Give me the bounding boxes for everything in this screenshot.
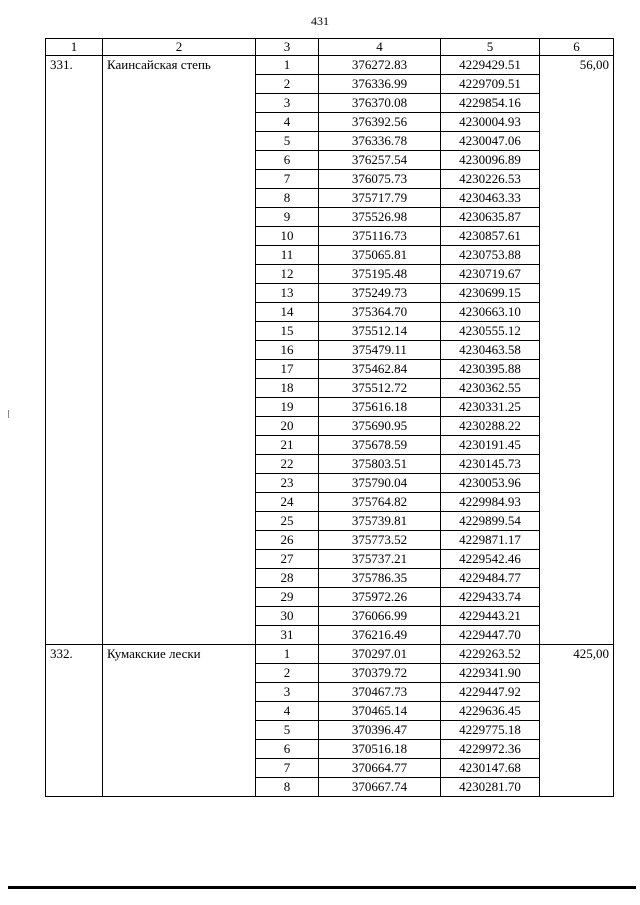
coord-x: 370465.14 [319, 702, 441, 721]
coord-y: 4229443.21 [441, 607, 540, 626]
coord-x: 375065.81 [319, 246, 441, 265]
header-cell-6: 6 [540, 39, 614, 56]
coord-x: 376075.73 [319, 170, 441, 189]
margin-mark [8, 410, 9, 418]
coord-y: 4229447.92 [441, 683, 540, 702]
coord-y: 4229447.70 [441, 626, 540, 645]
point-number: 1 [256, 645, 319, 664]
coord-y: 4230288.22 [441, 417, 540, 436]
point-number: 23 [256, 474, 319, 493]
point-number: 13 [256, 284, 319, 303]
point-number: 3 [256, 683, 319, 702]
point-number: 26 [256, 531, 319, 550]
coord-x: 375678.59 [319, 436, 441, 455]
point-number: 18 [256, 379, 319, 398]
point-number: 5 [256, 132, 319, 151]
section-area: 425,00 [540, 645, 614, 797]
coord-x: 375526.98 [319, 208, 441, 227]
coord-y: 4230719.67 [441, 265, 540, 284]
coord-y: 4230663.10 [441, 303, 540, 322]
point-number: 4 [256, 113, 319, 132]
point-number: 9 [256, 208, 319, 227]
point-number: 14 [256, 303, 319, 322]
coord-x: 375764.82 [319, 493, 441, 512]
coord-y: 4230147.68 [441, 759, 540, 778]
coord-y: 4230191.45 [441, 436, 540, 455]
page-number: 431 [311, 14, 329, 28]
point-number: 15 [256, 322, 319, 341]
header-row [46, 39, 614, 56]
coord-y: 4230753.88 [441, 246, 540, 265]
coord-x: 376272.83 [319, 56, 441, 75]
coord-x: 375116.73 [319, 227, 441, 246]
coord-x: 370396.47 [319, 721, 441, 740]
coord-x: 375972.26 [319, 588, 441, 607]
coord-x: 376066.99 [319, 607, 441, 626]
coord-y: 4229263.52 [441, 645, 540, 664]
coord-x: 376370.08 [319, 94, 441, 113]
coord-y: 4230226.53 [441, 170, 540, 189]
coord-x: 375249.73 [319, 284, 441, 303]
coord-y: 4230053.96 [441, 474, 540, 493]
point-number: 12 [256, 265, 319, 284]
header-cell-4: 4 [319, 39, 441, 56]
coord-y: 4229984.93 [441, 493, 540, 512]
point-number: 17 [256, 360, 319, 379]
point-number: 19 [256, 398, 319, 417]
section-number: 332. [46, 645, 103, 797]
coord-x: 375717.79 [319, 189, 441, 208]
point-number: 5 [256, 721, 319, 740]
coord-x: 376257.54 [319, 151, 441, 170]
coord-x: 370379.72 [319, 664, 441, 683]
point-number: 20 [256, 417, 319, 436]
point-number: 2 [256, 75, 319, 94]
coord-y: 4230463.33 [441, 189, 540, 208]
coord-x: 376336.78 [319, 132, 441, 151]
point-number: 27 [256, 550, 319, 569]
coord-x: 375803.51 [319, 455, 441, 474]
point-number: 2 [256, 664, 319, 683]
coord-y: 4230635.87 [441, 208, 540, 227]
coord-x: 375786.35 [319, 569, 441, 588]
coord-x: 375462.84 [319, 360, 441, 379]
coord-y: 4229636.45 [441, 702, 540, 721]
coord-y: 4230047.06 [441, 132, 540, 151]
coordinates-table [45, 38, 614, 797]
point-number: 1 [256, 56, 319, 75]
coord-x: 376336.99 [319, 75, 441, 94]
coord-x: 375512.14 [319, 322, 441, 341]
coord-y: 4229484.77 [441, 569, 540, 588]
point-number: 3 [256, 94, 319, 113]
coord-x: 376392.56 [319, 113, 441, 132]
point-number: 8 [256, 778, 319, 797]
coord-y: 4230362.55 [441, 379, 540, 398]
coord-y: 4230281.70 [441, 778, 540, 797]
coord-x: 375790.04 [319, 474, 441, 493]
coord-x: 375195.48 [319, 265, 441, 284]
coord-y: 4229709.51 [441, 75, 540, 94]
point-number: 28 [256, 569, 319, 588]
coord-y: 4230004.93 [441, 113, 540, 132]
header-cell-1: 1 [46, 39, 103, 56]
point-number: 30 [256, 607, 319, 626]
point-number: 25 [256, 512, 319, 531]
table-row [46, 645, 614, 664]
coord-y: 4230699.15 [441, 284, 540, 303]
section-name: Кумакские лески [103, 645, 256, 797]
coord-y: 4230331.25 [441, 398, 540, 417]
coord-y: 4229542.46 [441, 550, 540, 569]
coord-y: 4230857.61 [441, 227, 540, 246]
point-number: 4 [256, 702, 319, 721]
coord-x: 375690.95 [319, 417, 441, 436]
point-number: 10 [256, 227, 319, 246]
coord-x: 370667.74 [319, 778, 441, 797]
header-cell-5: 5 [441, 39, 540, 56]
bottom-rule [8, 886, 636, 889]
table-row [46, 56, 614, 75]
point-number: 22 [256, 455, 319, 474]
coord-x: 375616.18 [319, 398, 441, 417]
point-number: 11 [256, 246, 319, 265]
coord-x: 370664.77 [319, 759, 441, 778]
coord-y: 4229433.74 [441, 588, 540, 607]
point-number: 16 [256, 341, 319, 360]
coord-y: 4230096.89 [441, 151, 540, 170]
coord-y: 4229429.51 [441, 56, 540, 75]
section-area: 56,00 [540, 56, 614, 645]
point-number: 7 [256, 170, 319, 189]
point-number: 21 [256, 436, 319, 455]
coord-x: 370467.73 [319, 683, 441, 702]
coord-x: 375737.21 [319, 550, 441, 569]
coord-y: 4230555.12 [441, 322, 540, 341]
coord-y: 4229871.17 [441, 531, 540, 550]
coord-y: 4229775.18 [441, 721, 540, 740]
header-cell-2: 2 [103, 39, 256, 56]
coord-x: 375773.52 [319, 531, 441, 550]
coord-x: 375512.72 [319, 379, 441, 398]
coord-y: 4229899.54 [441, 512, 540, 531]
point-number: 29 [256, 588, 319, 607]
coord-y: 4230395.88 [441, 360, 540, 379]
point-number: 6 [256, 740, 319, 759]
point-number: 24 [256, 493, 319, 512]
section-name: Каинсайская степь [103, 56, 256, 645]
coord-x: 370297.01 [319, 645, 441, 664]
coord-y: 4229341.90 [441, 664, 540, 683]
coord-y: 4229854.16 [441, 94, 540, 113]
header-cell-3: 3 [256, 39, 319, 56]
coord-x: 376216.49 [319, 626, 441, 645]
section-number: 331. [46, 56, 103, 645]
coord-y: 4230463.58 [441, 341, 540, 360]
table-body [46, 39, 614, 797]
coord-x: 375739.81 [319, 512, 441, 531]
point-number: 8 [256, 189, 319, 208]
point-number: 6 [256, 151, 319, 170]
point-number: 31 [256, 626, 319, 645]
coord-y: 4229972.36 [441, 740, 540, 759]
coord-x: 370516.18 [319, 740, 441, 759]
coord-x: 375364.70 [319, 303, 441, 322]
point-number: 7 [256, 759, 319, 778]
coord-x: 375479.11 [319, 341, 441, 360]
coord-y: 4230145.73 [441, 455, 540, 474]
